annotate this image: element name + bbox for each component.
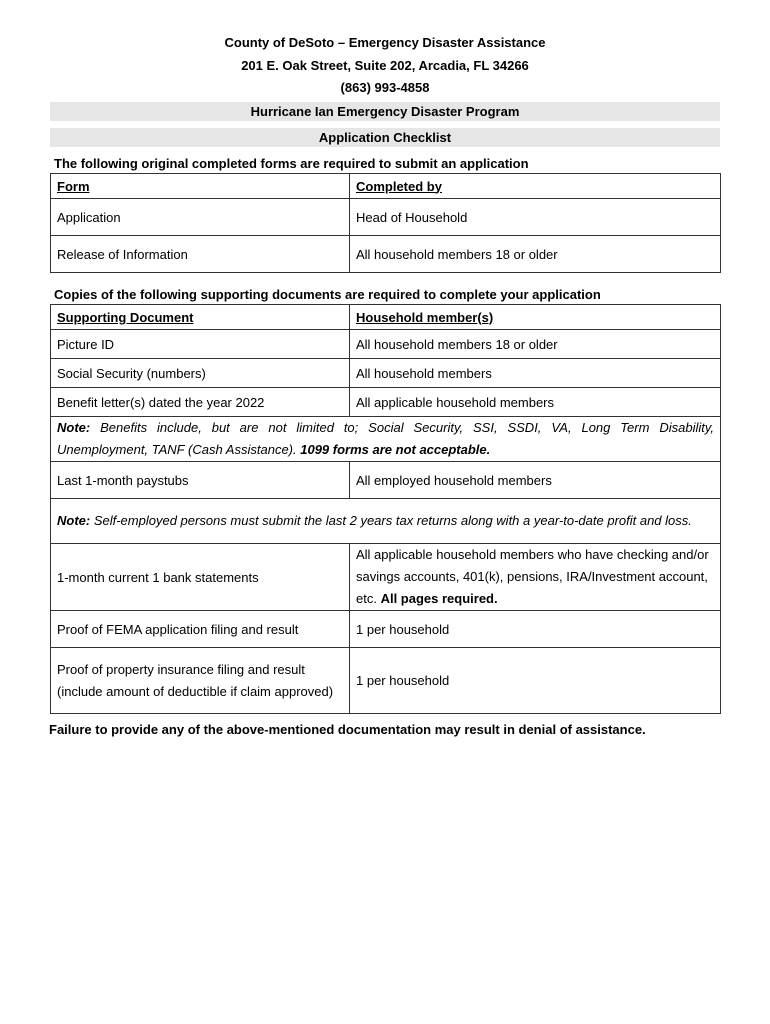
table-row <box>51 388 721 417</box>
table-row <box>51 236 721 273</box>
forms-table <box>50 173 721 273</box>
household-members <box>350 544 721 611</box>
benefits-note <box>51 417 721 462</box>
table-row <box>51 199 721 236</box>
table-row <box>51 544 721 611</box>
phone: (863) 993-4858 <box>340 80 430 95</box>
document-name: Picture ID <box>51 330 350 359</box>
form-name: Application <box>51 199 350 236</box>
household-members: All household members <box>350 359 721 388</box>
footer-warning: Failure to provide any of the above-mentioned documentation may result in denial of assistance. <box>49 722 646 737</box>
household-members: All employed household members <box>350 462 721 499</box>
table-row <box>51 648 721 714</box>
address: 201 E. Oak Street, Suite 202, Arcadia, FL 34266 <box>241 58 529 73</box>
org-title: County of DeSoto – Emergency Disaster Assistance <box>224 35 546 50</box>
completed-by: All household members 18 or older <box>350 236 721 273</box>
bank-emphasis: All pages required. <box>380 591 498 606</box>
table-header-row <box>51 174 721 199</box>
household-members-column-header: Household member(s) <box>356 309 494 325</box>
supporting-document-column-header: Supporting Document <box>57 309 194 325</box>
table-row <box>51 359 721 388</box>
self-employed-note <box>51 499 721 544</box>
household-members: All applicable household members <box>350 388 721 417</box>
completed-by: Head of Household <box>350 199 721 236</box>
note-label: Note: <box>57 420 91 435</box>
docs-intro: Copies of the following supporting documents are required to complete your application <box>54 287 601 302</box>
document-name: 1-month current 1 bank statements <box>51 544 350 611</box>
note-text: Benefits include, but are not limited to; Social Security, SSI, SSDI, VA, Long Term Disability, Unemployment, TANF (Cash Assistance). <box>57 420 714 457</box>
note-text: Self-employed persons must submit the last 2 years tax returns along with a year-to-date profit and loss. <box>90 513 692 528</box>
form-name: Release of Information <box>51 236 350 273</box>
table-header-row <box>51 305 721 330</box>
completed-by-column-header: Completed by <box>356 178 442 194</box>
documents-table <box>50 304 721 714</box>
document-name: Proof of property insurance filing and result (include amount of deductible if claim approved) <box>51 648 350 714</box>
form-column-header: Form <box>57 178 90 194</box>
table-row <box>51 330 721 359</box>
checklist-title: Application Checklist <box>50 128 720 147</box>
household-members: 1 per household <box>350 648 721 714</box>
household-members: 1 per household <box>350 611 721 648</box>
note-emphasis: 1099 forms are not acceptable. <box>300 442 491 457</box>
forms-intro: The following original completed forms are required to submit an application <box>54 156 529 171</box>
document-name: Proof of FEMA application filing and result <box>51 611 350 648</box>
document-name: Social Security (numbers) <box>51 359 350 388</box>
document-name: Benefit letter(s) dated the year 2022 <box>51 388 350 417</box>
benefits-note-row <box>51 417 721 462</box>
household-members: All household members 18 or older <box>350 330 721 359</box>
document-name: Last 1-month paystubs <box>51 462 350 499</box>
bank-members-text: All applicable household members who have checking and/or savings accounts, 401(k), pensions, IRA/Investment account, etc. <box>356 547 709 606</box>
self-employed-note-row <box>51 499 721 544</box>
table-row <box>51 462 721 499</box>
table-row <box>51 611 721 648</box>
program-title: Hurricane Ian Emergency Disaster Program <box>50 102 720 121</box>
note-label: Note: <box>57 513 91 528</box>
